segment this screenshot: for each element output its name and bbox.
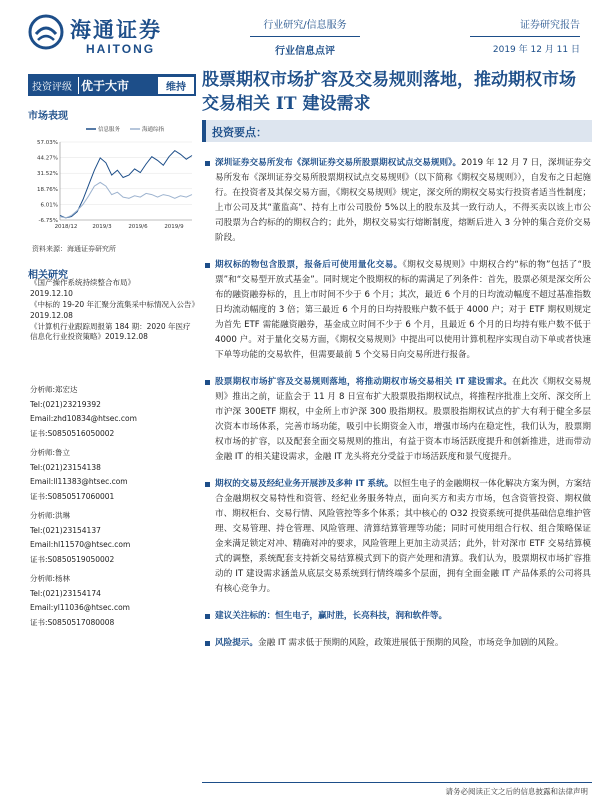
analyst-tel: Tel:(021)23154138 [30, 462, 101, 472]
report-category [250, 16, 360, 57]
key-point-text: 2019 年 12 月 7 日，深圳证券交易所发布《深圳证券交易所股票期权试点交易规则》（以下简称《期权交易规则》），自发布之日起施行。在投资者及其保交易方面，《期权交易规则》规定，深交所的期权交易实行投资者适当性制度；上市公司及其“董监高”、持有上市公司股份 5%以上的股东及其一致行动人，不得买卖以该上市公司股票为合约标的的期权合约；此外，期权交易实行熔断制度，熔断后进入 3 分钟的集合竞价交易阶段。 [215, 158, 592, 243]
rating-label: 投资评级 [32, 81, 72, 93]
x-tick-label: 2018/12 [54, 224, 78, 230]
related-item: 2019.12.10 [30, 289, 73, 299]
analyst-name: 分析师:郑宏达 [30, 385, 78, 394]
key-point-text: 以恒生电子的金融期权一体化解决方案为例，方案结合金融期权交易特性和资管、经纪业务服务特点，面向买方和卖方市场，包含资管投资、期权做市、期权柜台、交易行情、风险管控等多个体系；其中核心的 O32 投资系统可提供基础信息维护管理、交易管理、持仓管理、风险管理、清算结算管理等功能；同时可使用组合行权、组合策略保证金来满足锁定对冲、精确对冲的要求，风险管理上更加主动灵活；此外，针对深市 ETF 交易结算模式的调整，系统配套支持新交易结算模式到下的资产处理和清算。我们认为，股票期权市场扩容推动的 IT 建设需求涵盖从底层交易系统到行情终端多个层面，拥有全面金融 IT 产品体系的公司将具有核心竞争力。 [215, 479, 591, 594]
rating-action: 维持 [158, 77, 194, 94]
company-logo [28, 12, 178, 58]
key-point [205, 609, 591, 624]
analyst-name: 分析师:洪琳 [30, 511, 71, 520]
report-date: 2019 年 12 月 11 日 [492, 45, 580, 55]
analyst-card [30, 509, 198, 567]
x-tick-label: 2019/3 [92, 224, 112, 230]
analyst-email[interactable]: Email:ll11383@htsec.com [30, 477, 128, 486]
market-chart [28, 120, 196, 232]
series-line [60, 182, 192, 218]
key-point-text: 金融 IT 需求低于预期的风险，政策进展低于预期的风险，市场竞争加剧的风险。 [257, 638, 564, 648]
footer-divider [202, 782, 592, 783]
analyst-name: 分析师:杨林 [30, 574, 71, 583]
x-tick-label: 2019/9 [164, 224, 184, 230]
key-point [205, 375, 591, 465]
analyst-cert: 证书:S0850516050002 [30, 428, 115, 438]
key-point-text: 在此次《期权交易规则》推出之前，证监会于 11 月 8 日宣布扩大股票股指期权试点，将推程序批准上交所、深交所上市沪深 300ETF 期权，中金所上市沪深 300 股指期权。股票股指期权试点的扩大有利于健全多层次资本市场体系，完善市场功能，吸引中长期资金入市，增强市场内在稳定性，我们认为，股票期权市场的扩容，以及配套全面交易规则的推出，有益于资本市场活跃度提升和创新推进，进而带动金融 IT 的相关建设需求，金融 IT 龙头将充分受益于市场活跃度和景气度提升。 [215, 377, 591, 462]
x-tick-label: 2019/6 [128, 224, 148, 230]
key-point-lead: 期权的交易及经纪业务开展涉及多种 IT 系统。 [215, 479, 394, 489]
analyst-tel: Tel:(021)23219392 [30, 399, 101, 409]
key-point-text: 恒生电子，赢时胜，长亮科技，润和软件等。 [275, 611, 448, 621]
haitong-logo-icon [28, 14, 64, 50]
report-type: 证券研究报告 [470, 16, 580, 37]
related-item[interactable]: 《计算机行业跟踪周报第 184 期：2020 年医疗信息化行业投资策略》2019.12.08 [30, 321, 191, 342]
y-tick-label: -6.75% [38, 218, 58, 224]
footer-disclaimer: 请务必阅读正文之后的信息披露和法律声明 [445, 787, 588, 796]
analyst-cert: 证书:S0850519050002 [30, 554, 115, 564]
analyst-tel: Tel:(021)23154174 [30, 588, 101, 598]
analyst-card [30, 446, 198, 504]
y-tick-label: 18.76% [37, 186, 58, 193]
logo-en: HAITONG [86, 42, 156, 56]
y-tick-label: 31.52% [37, 171, 58, 178]
chart-source: 资料来源：海通证券研究所 [32, 245, 116, 253]
key-point [205, 477, 591, 597]
subcategory-text: 行业信息点评 [275, 46, 335, 57]
key-point-text: 《期权交易规则》中期权合约“标的物”包括了“股票”和“交易型开放式基金”。同时规定个股期权的标的需满足了列条件：首先，股票必须是深交所公布的融资融券标的，且上市时间不少于 6 个月；其次，最近 6 个月的日均流动幅度不超过基准指数日均流动幅度的 3 倍；第三最近 6 个月的日均持股账户数不低于 4000 户；对于 ETF 期权则规定为首先 ETF 需能融资融券，基金成立时间不少于 6 个月，且最近 6 个月的日均持有账户数不低于 4000 户。对于量化交易方面，《期权交易规则》中提出可以使用计算机程序实现自动下单或者快速下单等功能的交易软件，但需要最前 5 个交易日向交易所进行报备。 [215, 260, 591, 360]
market-label: 市场表现 [28, 111, 68, 122]
analyst-email[interactable]: Email:zhd10834@htsec.com [30, 414, 137, 423]
legend-label: 海通综指 [142, 127, 165, 133]
related-item[interactable]: 《国产操作系统持续整合布局》 [30, 278, 135, 287]
related-list [30, 278, 198, 343]
y-tick-label: 57.03% [37, 140, 58, 146]
analyst-name: 分析师:鲁立 [30, 448, 71, 457]
key-points-label: 投资要点： [212, 126, 267, 139]
key-point-lead: 深圳证券交易所发布《深圳证券交易所股票期权试点交易规则》。 [215, 158, 462, 168]
key-point-lead: 股票期权市场扩容及交易规则落地，将推动期权市场交易相关 IT 建设需求。 [215, 377, 513, 387]
logo-cn: 海通证券 [70, 17, 162, 42]
analyst-cert: 证书:S0850517060001 [30, 491, 115, 501]
key-point [205, 636, 591, 651]
related-item[interactable]: 《中标的 19-20 年汇聚分流集采中标情况入公告》2019.12.08 [30, 300, 196, 320]
analyst-email[interactable]: Email:hl11570@htsec.com [30, 540, 131, 549]
key-point [205, 156, 591, 246]
analyst-tel: Tel:(021)23154137 [30, 525, 101, 535]
analyst-list [30, 383, 198, 635]
investment-rating [28, 74, 196, 96]
key-points-header [202, 120, 592, 142]
key-point [205, 258, 591, 363]
report-title: 股票期权市场扩容及交易规则落地，推动期权市场交易相关 IT 建设需求 [202, 70, 576, 114]
category-text: 行业研究/信息服务 [250, 16, 360, 37]
key-point-lead: 建议关注标的： [215, 611, 276, 621]
key-point-lead: 风险提示。 [215, 638, 258, 648]
key-point-lead: 期权标的物包含股票，报备后可使用量化交易。 [215, 260, 403, 270]
y-tick-label: 6.01% [40, 202, 58, 209]
related-label: 相关研究 [28, 270, 68, 281]
analyst-email[interactable]: Email:yl11036@htsec.com [30, 603, 130, 612]
analyst-card [30, 572, 198, 630]
analyst-cert: 证书:S0850517080008 [30, 617, 115, 627]
y-tick-label: 44.27% [37, 155, 58, 162]
report-meta [470, 16, 580, 55]
rating-value: 优于大市 [78, 77, 144, 94]
legend-label: 信息服务 [98, 127, 121, 133]
analyst-card [30, 383, 198, 441]
key-points-body [205, 156, 591, 663]
